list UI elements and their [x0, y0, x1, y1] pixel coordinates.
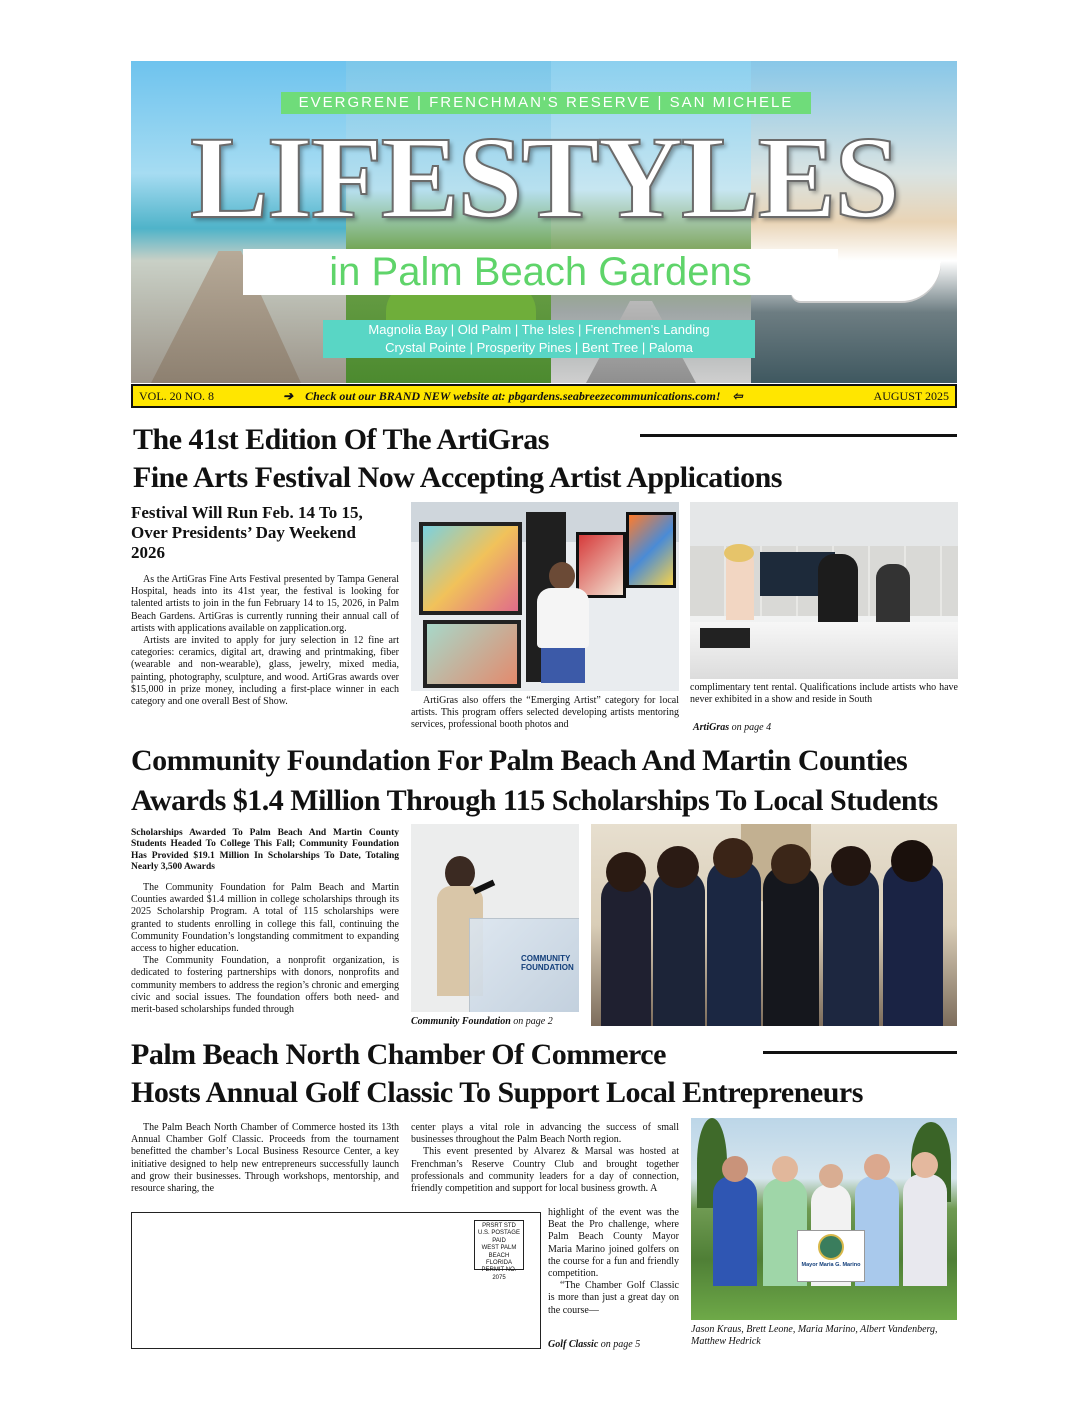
continued-label: Community Foundation	[411, 1016, 511, 1027]
continued-page: on page 5	[598, 1339, 641, 1350]
article1-column2	[411, 695, 679, 732]
continued-label: Golf Classic	[548, 1339, 599, 1350]
communities-bottom-line1: Magnolia Bay | Old Palm | The Isles | Frenchmen's Landing	[368, 322, 710, 337]
issue-volume: VOL. 20 NO. 8	[139, 389, 214, 403]
article2-subhead: Scholarships Awarded To Palm Beach And Martin County Students Headed To College This Fall; Community Foundation Has Provided $19.1 Million In Scholarships To Date, Totaling Nearly 3,500 Awards	[131, 828, 399, 873]
article2-continued[interactable]	[411, 1016, 553, 1027]
article1-subhead: Festival Will Run Feb. 14 To 15, Over Presidents’ Day Weekend 2026	[131, 503, 363, 562]
podium-logo: COMMUNITY FOUNDATION	[521, 954, 574, 972]
article1-headline-line2: Fine Arts Festival Now Accepting Artist Applications	[133, 461, 782, 494]
continued-page: on page 2	[510, 1016, 553, 1027]
article3-paragraph: The Palm Beach North Chamber of Commerce hosted its 13th Annual Chamber Golf Classic. Proceeds from the tournament benefitted the chamber’s Local Business Resource Center, a key initiative designed to help new entrepreneurs successfully launch and grow their businesses. Through workshops, mentorship, and resource sharing, the	[131, 1122, 399, 1195]
postage-line: WEST PALM BEACH	[481, 1245, 517, 1259]
masthead	[131, 61, 957, 383]
headline-rule	[763, 1051, 957, 1054]
arrow-left-icon: ⇦	[732, 389, 743, 403]
article1-headline-line1: The 41st Edition Of The ArtiGras	[133, 423, 549, 456]
article2-paragraph: The Community Foundation, a nonprofit organization, is dedicated to fostering partnerships with donors, nonprofits and community members to address the region’s chronic and emerging civic and social issues. The foundation offers both need- and merit-based scholarships funded through	[131, 955, 399, 1016]
golfers-group-photo	[691, 1118, 957, 1320]
issue-banner	[131, 384, 957, 408]
article1-paragraph: ArtiGras also offers the “Emerging Artist” category for local artists. This program offers selected developing artists mentoring services, professional booth photos and	[411, 695, 679, 731]
article3-headline-line1: Palm Beach North Chamber Of Commerce	[131, 1038, 666, 1071]
speaker-photo	[411, 824, 579, 1012]
article1-column3	[690, 682, 958, 706]
article2-paragraph: The Community Foundation for Palm Beach and Martin Counties awarded $1.4 million in college scholarships through its 2025 Scholarship Program. A total of 115 scholarships were granted to students enrolling in college this fall, continuing the Community Foundation’s longstanding commitment to expanding access to higher education.	[131, 882, 399, 955]
article1-paragraph: complimentary tent rental. Qualifications include artists who have never exhibited in a show and reside in South	[690, 682, 958, 706]
promo-url[interactable]: pbgardens.seabreezecommunications.com!	[508, 389, 721, 403]
golf-photo-caption: Jason Kraus, Brett Leone, Maria Marino, Albert Vandenberg, Matthew Hedrick	[691, 1324, 938, 1347]
communities-bottom	[323, 320, 755, 358]
article3-column3	[548, 1207, 679, 1317]
article3-paragraph: center plays a vital role in advancing the success of small businesses throughout the Palm Beach North region.	[411, 1122, 679, 1146]
article2-headline-line1: Community Foundation For Palm Beach And Martin Counties	[131, 744, 908, 777]
article2-column1	[131, 882, 399, 1016]
postage-indicia	[474, 1220, 524, 1281]
cooking-demo-photo	[690, 502, 958, 679]
headline-rule	[640, 434, 957, 437]
article3-column1	[131, 1122, 399, 1195]
article3-paragraph: highlight of the event was the Beat the Pro challenge, where Palm Beach County Mayor Maria Marino joined golfers on the course for a fun and friendly competition.	[548, 1207, 679, 1280]
publication-subtitle: in Palm Beach Gardens	[243, 249, 838, 295]
communities-top: EVERGRENE | FRENCHMAN'S RESERVE | SAN MICHELE	[281, 92, 811, 114]
issue-date: AUGUST 2025	[873, 389, 949, 403]
article3-headline-line2: Hosts Annual Golf Classic To Support Local Entrepreneurs	[131, 1076, 863, 1109]
postage-line: PRSRT STD	[482, 1223, 516, 1229]
article3-column2	[411, 1122, 679, 1195]
continued-label: ArtiGras	[693, 722, 730, 733]
article2-headline-line2: Awards $1.4 Million Through 115 Scholarships To Local Students	[131, 784, 938, 817]
golf-sign	[797, 1230, 865, 1282]
scholarship-students-photo	[591, 824, 957, 1026]
article3-continued[interactable]	[548, 1339, 640, 1350]
article1-paragraph: Artists are invited to apply for jury selection in 12 fine art categories: ceramics, digital art, drawing and printmaking, fiber (wearable and non-wearable), glass, jewelry, mixed media, painting, photography, sculpture, and wood. ArtiGras awards over $15,000 in prize money, including a first-place winner in each category and one overall Best of Show.	[131, 635, 399, 708]
postage-line: FLORIDA	[485, 1260, 512, 1267]
artist-booth-photo	[411, 502, 679, 691]
communities-bottom-line2: Crystal Pointe | Prosperity Pines | Bent Tree | Paloma	[385, 340, 693, 355]
continued-page: on page 4	[729, 722, 772, 733]
promo-text: Check out our BRAND NEW website at:	[305, 389, 509, 403]
postage-line: PAID	[492, 1237, 506, 1244]
website-promo	[283, 386, 743, 406]
postage-line: U.S. POSTAGE	[478, 1230, 520, 1237]
arrow-right-icon: ➔	[283, 389, 294, 403]
publication-title: LIFESTYLES	[190, 112, 898, 243]
postage-line: PERMIT NO. 2075	[481, 1267, 517, 1281]
article1-paragraph: As the ArtiGras Fine Arts Festival presented by Tampa General Hospital, heads into its 41st year, the festival is looking for talented artists to join in the fun February 14 to 15, 2026, in Palm Beach Gardens. ArtiGras is currently running their annual call of artists with applications available on zapplication.org.	[131, 574, 399, 634]
sign-text: Mayor Maria G. Marino	[801, 1262, 861, 1268]
county-seal-icon	[818, 1234, 844, 1260]
article3-paragraph: “The Chamber Golf Classic is more than just a great day on the course—	[548, 1280, 679, 1316]
article1-continued[interactable]	[693, 722, 771, 733]
article1-column1	[131, 574, 399, 708]
article3-paragraph: This event presented by Alvarez & Marsal was hosted at Frenchman’s Reserve Country Club and brought together professionals and community leaders for a day of connection, friendly competition and support for local business growth. A	[411, 1146, 679, 1195]
